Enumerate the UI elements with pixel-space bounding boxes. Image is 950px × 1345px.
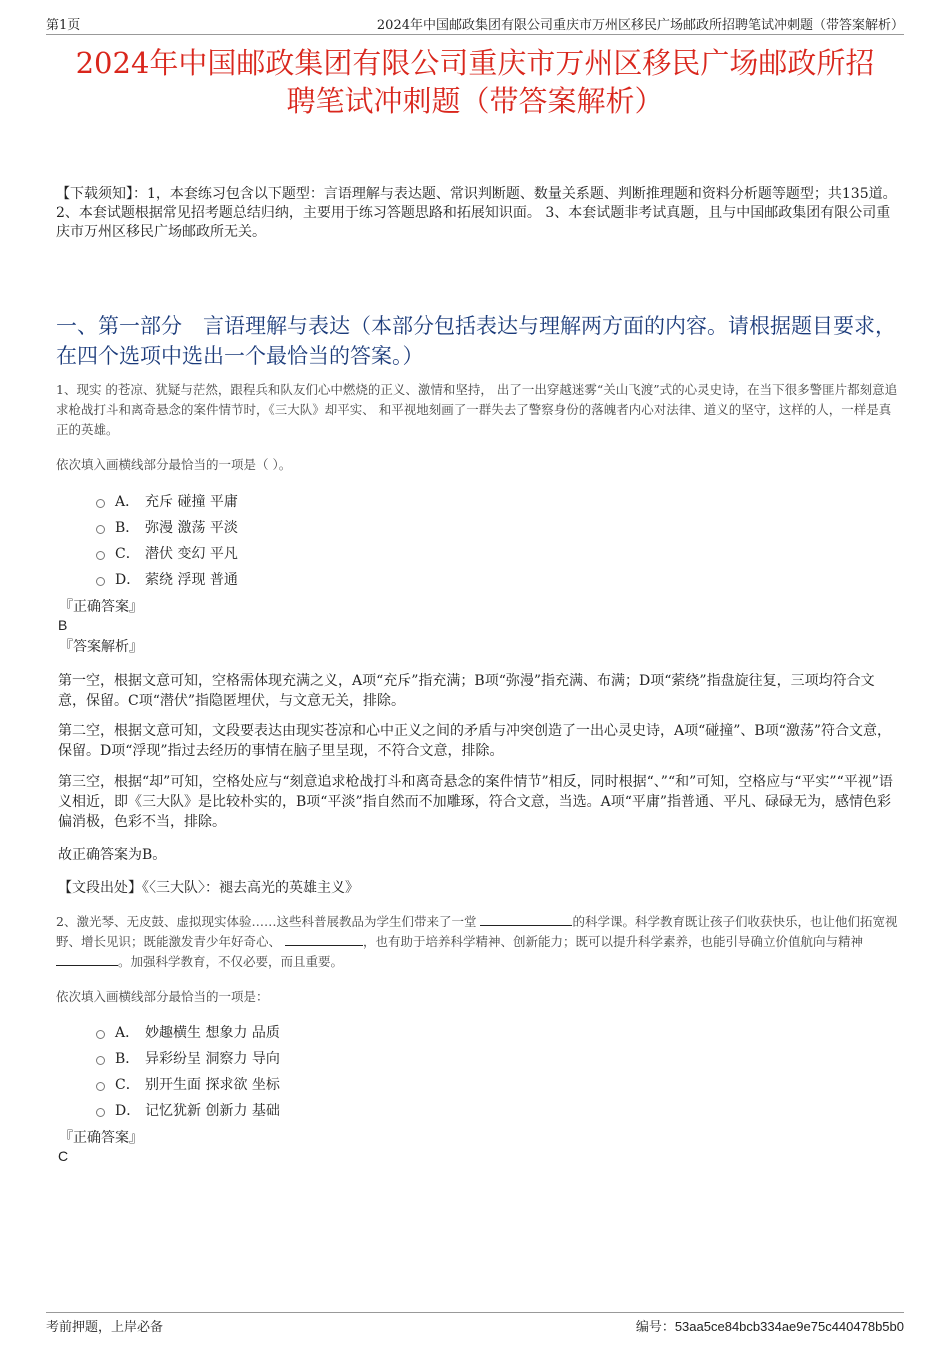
question-2-option-b[interactable]: B． 异彩纷呈 洞察力 导向 bbox=[96, 1045, 280, 1071]
fill-blank bbox=[285, 933, 363, 946]
footer-code: 编号：53aa5ce84bcb334ae9e75c440478b5b0 bbox=[635, 1319, 904, 1335]
question-2-answer: C bbox=[58, 1148, 69, 1164]
footer-slogan: 考前押题，上岸必备 bbox=[46, 1320, 164, 1335]
question-1-analysis-label: 『答案解析』 bbox=[59, 639, 143, 655]
section-title: 一、第一部分 言语理解与表达（本部分包括表达与理解两方面的内容。请根据题目要求，在四个选项中选出一个最恰当的答案。） bbox=[56, 314, 896, 368]
question-2-options bbox=[96, 1019, 280, 1123]
question-1-answer: B bbox=[58, 617, 68, 633]
radio-button-icon[interactable] bbox=[96, 577, 105, 586]
radio-button-icon[interactable] bbox=[96, 1082, 105, 1091]
header-doc-title: 2024年中国邮政集团有限公司重庆市万州区移民广场邮政所招聘笔试冲刺题（带答案解析） bbox=[376, 18, 904, 33]
analysis-paragraph: 第一空，根据文意可知，空格需体现充满之义，A项“充斥”指充满；B项“弥漫”指充满、布满；D项“萦绕”指盘旋往复，三项均符合文意，保留。C项“潜伏”指隐匿埋伏，与文意无关，排除。 bbox=[58, 673, 875, 709]
page-title bbox=[46, 44, 904, 120]
page-number: 第1页 bbox=[46, 18, 81, 33]
passage-source: 【文段出处】《〈三大队〉：褪去高光的英雄主义》 bbox=[58, 880, 359, 896]
question-1-option-c[interactable]: C． 潜伏 变幻 平凡 bbox=[96, 540, 238, 566]
question-2-text: 2、激光琴、无皮鼓、虚拟现实体验……这些科普展教品为学生们带来了一堂 的科学课。科学教育既让孩子们收获快乐，也让他们拓宽视野、增长见识；既能激发青少年好奇心、 ，也有助于培养科学精神、创新能力；既可以提升科学素养，也能引导确立价值航向与精神。加强科学教育，不仅必要，而且重要。 bbox=[56, 914, 898, 969]
analysis-paragraph: 第三空，根据“却”可知，空格处应与“刻意追求枪战打斗和离奇悬念的案件情节”相反，同时根据“、”“和”可知，空格应与“平实”“平视”语义相近，即《三大队》是比较朴实的，B项“平淡”指自然而不加雕琢，符合文意，当选。A项“平庸”指普通、平凡、碌碌无为，感情色彩偏消极，色彩不当，排除。 bbox=[58, 774, 893, 830]
radio-button-icon[interactable] bbox=[96, 1108, 105, 1117]
fill-blank bbox=[480, 913, 572, 926]
question-2-prompt: 依次填入画横线部分最恰当的一项是： bbox=[56, 989, 269, 1004]
analysis-conclusion: 故正确答案为B。 bbox=[58, 847, 167, 863]
radio-button-icon[interactable] bbox=[96, 1056, 105, 1065]
download-notice: 【下载须知】：1，本套练习包含以下题型：言语理解与表达题、常识判断题、数量关系题、判断推理题和资料分析题等题型；共135道。 2、本套试题根据常见招考题总结归纳，主要用于练习答题思路和拓展知识面。 3、本套试题非考试真题，且与中国邮政集团有限公司重庆市万州区移民广场邮政所无关。 bbox=[56, 186, 897, 240]
radio-button-icon[interactable] bbox=[96, 525, 105, 534]
question-2-answer-label: 『正确答案』 bbox=[59, 1130, 143, 1146]
question-1-option-b[interactable]: B． 弥漫 激荡 平淡 bbox=[96, 514, 238, 540]
question-1-option-d[interactable]: D． 萦绕 浮现 普通 bbox=[96, 566, 238, 592]
question-1-prompt: 依次填入画横线部分最恰当的一项是（ ）。 bbox=[56, 457, 292, 472]
title-line-2: 聘笔试冲刺题（带答案解析） bbox=[286, 84, 664, 118]
fill-blank bbox=[56, 953, 118, 966]
question-2-option-a[interactable]: A． 妙趣横生 想象力 品质 bbox=[96, 1019, 280, 1045]
question-2-option-d[interactable]: D． 记忆犹新 创新力 基础 bbox=[96, 1097, 280, 1123]
radio-button-icon[interactable] bbox=[96, 551, 105, 560]
radio-button-icon[interactable] bbox=[96, 1030, 105, 1039]
question-1-answer-label: 『正确答案』 bbox=[59, 599, 143, 615]
question-1-option-a[interactable]: A． 充斥 碰撞 平庸 bbox=[96, 488, 238, 514]
page-header bbox=[46, 14, 904, 35]
analysis-paragraph: 第二空，根据文意可知，文段要表达由现实苍凉和心中正义之间的矛盾与冲突创造了一出心灵史诗，A项“碰撞”、B项“激荡”符合文意，保留。D项“浮现”指过去经历的事情在脑子里呈现，不符合文意，排除。 bbox=[58, 723, 892, 759]
radio-button-icon[interactable] bbox=[96, 499, 105, 508]
page-footer bbox=[46, 1312, 904, 1335]
question-1-options bbox=[96, 488, 238, 592]
question-2-option-c[interactable]: C． 别开生面 探求欲 坐标 bbox=[96, 1071, 280, 1097]
title-line-1: 2024年中国邮政集团有限公司重庆市万州区移民广场邮政所招 bbox=[75, 46, 875, 80]
question-1-text: 1、现实 的苍凉、犹疑与茫然，跟程兵和队友们心中燃烧的正义、激情和坚持， 出了一出穿越迷雾“关山飞渡”式的心灵史诗，在当下很多警匪片都刻意追求枪战打斗和离奇悬念的案件情节时，《三大队》却平实、 和平视地刻画了一群失去了警察身份的落魄者内心对法律、道义的坚守，这样的人，一样是真正的英雄。 bbox=[56, 382, 898, 437]
